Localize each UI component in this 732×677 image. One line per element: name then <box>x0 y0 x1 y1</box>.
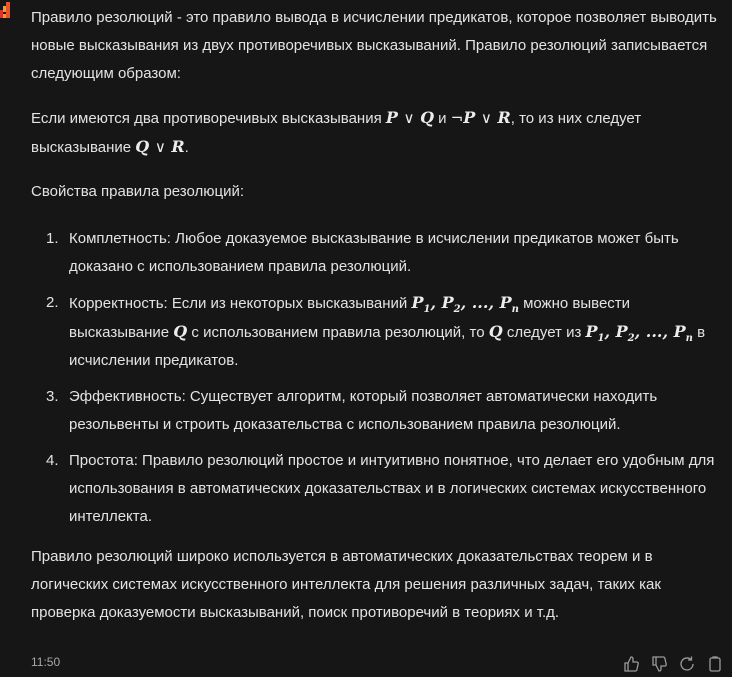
list-number: 2. <box>46 294 59 311</box>
assistant-message <box>31 4 721 627</box>
list-item <box>31 225 721 281</box>
intro-paragraph: Правило резолюций - это правило вывода в исчислении предикатов, которое позволяет выводить новые высказывания из двух противоречивых высказываний. Правило резолюций записывается следующим образом: <box>31 9 717 82</box>
list-number: 3. <box>46 388 59 405</box>
formula-p-sequence: $P_1$, $P_2$, ..., $P_n$ <box>585 322 693 345</box>
list-item <box>31 289 721 375</box>
list-item-text: Эффективность: Существует алгоритм, который позволяет автоматически находить резольвенты и строить доказательства с использованием правила резолюций. <box>69 388 658 433</box>
formula-q: Q <box>173 322 188 341</box>
thumbs-up-icon[interactable] <box>622 655 640 673</box>
list-item-text: Корректность: Если из некоторых высказываний <box>69 295 412 312</box>
formula-p-sequence: $P_1$, $P_2$, ..., $P_n$ <box>411 293 519 316</box>
copy-icon[interactable] <box>706 655 724 673</box>
list-number: 1. <box>46 230 59 247</box>
list-item-text: Простота: Правило резолюций простое и интуитивно понятное, что делает его удобным для использования в автоматических доказательствах и в логических системах искусственного интеллекта. <box>69 452 715 525</box>
properties-list <box>31 225 721 531</box>
assistant-avatar-icon <box>0 2 10 18</box>
formula-notp-or-r: ¬P ∨ R <box>450 108 511 127</box>
formula-p-or-q: P ∨ Q <box>385 108 434 127</box>
regenerate-icon[interactable] <box>678 655 696 673</box>
list-item-text: в исчислении предикатов. <box>69 324 706 369</box>
list-item-text: Комплетность: Любое доказуемое высказывание в исчислении предикатов может быть доказано с использованием правила резолюций. <box>69 230 679 275</box>
list-item <box>31 383 721 439</box>
conclusion-paragraph: Правило резолюций широко используется в автоматических доказательствах теорем и в логических системах искусственного интеллекта для решения различных задач, таких как проверка доказуемости высказываний, поиск противоречий в теориях и т.д. <box>31 548 661 621</box>
list-item-text: можно вывести высказывание <box>69 295 631 341</box>
message-timestamp: 11:50 <box>31 655 61 669</box>
formula-q-or-r: Q ∨ R <box>135 137 185 156</box>
rule-conj-text: и <box>434 110 451 127</box>
message-actions <box>622 655 724 673</box>
list-item-text: с использованием правила резолюций, то <box>187 324 489 341</box>
rule-mid-text: , то из них следует высказывание <box>31 110 642 156</box>
list-number: 4. <box>46 452 59 469</box>
rule-prefix-text: Если имеются два противоречивых высказывания <box>31 110 386 127</box>
list-item-text: следует из <box>502 324 586 341</box>
list-item <box>31 447 721 531</box>
properties-heading: Свойства правила резолюций: <box>31 183 245 200</box>
rule-paragraph: Если имеются два противоречивых высказывания P ∨ Q и ¬P ∨ R, то из них следует высказывание Q ∨ R. <box>31 108 642 156</box>
formula-q: Q <box>488 322 503 341</box>
thumbs-down-icon[interactable] <box>650 655 668 673</box>
